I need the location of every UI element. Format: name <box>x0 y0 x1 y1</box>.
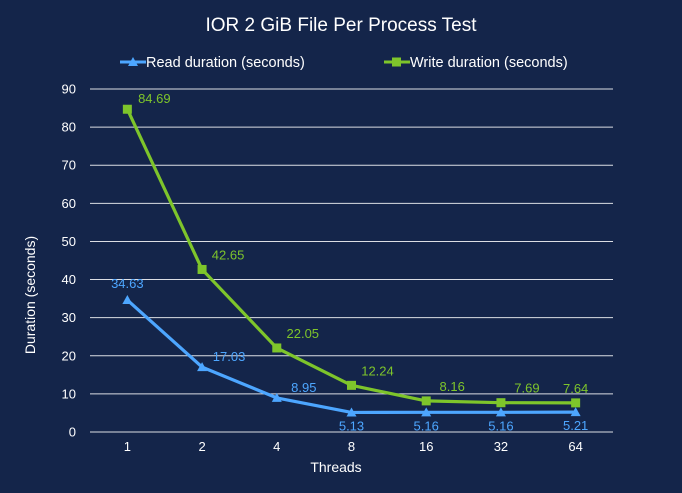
data-label: 5.16 <box>413 418 439 434</box>
data-label: 8.95 <box>291 379 317 395</box>
data-point[interactable] <box>422 396 431 405</box>
y-tick-label: 70 <box>61 157 76 173</box>
data-label: 12.24 <box>361 363 394 379</box>
data-point[interactable] <box>272 343 281 352</box>
y-tick-label: 90 <box>61 81 76 97</box>
data-point[interactable] <box>496 398 505 407</box>
data-point[interactable] <box>347 381 356 390</box>
data-point[interactable] <box>123 105 132 114</box>
y-tick-label: 50 <box>61 233 76 249</box>
data-label: 7.64 <box>562 380 589 396</box>
data-label: 42.65 <box>211 247 245 263</box>
y-axis-label: Duration (seconds) <box>22 235 38 355</box>
y-tick-label: 60 <box>61 195 76 211</box>
data-label: 84.69 <box>138 91 171 107</box>
y-tick-label: 20 <box>61 348 76 364</box>
data-point[interactable] <box>198 265 207 274</box>
y-tick-label: 80 <box>61 119 76 135</box>
data-label: 5.21 <box>562 418 589 434</box>
data-label: 8.16 <box>439 378 465 394</box>
legend-item-write[interactable] <box>384 55 568 71</box>
data-label: 5.13 <box>338 418 365 434</box>
x-tick-label: 1 <box>123 439 131 454</box>
y-tick-label: 40 <box>61 272 76 288</box>
legend-label-read: Read duration (seconds) <box>146 55 305 71</box>
y-tick-label: 0 <box>68 424 76 440</box>
legend-item-read[interactable] <box>120 55 305 71</box>
x-axis-label: Threads <box>310 459 362 475</box>
x-tick-label: 4 <box>273 439 281 454</box>
y-tick-label: 10 <box>61 386 76 402</box>
x-tick-label: 64 <box>568 439 583 454</box>
chart-title: IOR 2 GiB File Per Process Test <box>205 15 477 36</box>
legend-label-write: Write duration (seconds) <box>410 55 568 71</box>
x-tick-label: 32 <box>493 439 509 454</box>
data-point[interactable] <box>571 398 580 407</box>
data-label: 34.63 <box>111 276 144 292</box>
x-tick-label: 8 <box>347 439 356 454</box>
data-label: 17.03 <box>212 349 246 365</box>
data-label: 22.05 <box>286 325 320 341</box>
y-tick-label: 30 <box>61 310 76 326</box>
x-tick-label: 2 <box>198 439 206 454</box>
data-label: 5.16 <box>488 418 514 434</box>
data-label: 7.69 <box>514 380 540 396</box>
x-tick-label: 16 <box>418 439 434 454</box>
legend-marker-write <box>392 58 401 67</box>
